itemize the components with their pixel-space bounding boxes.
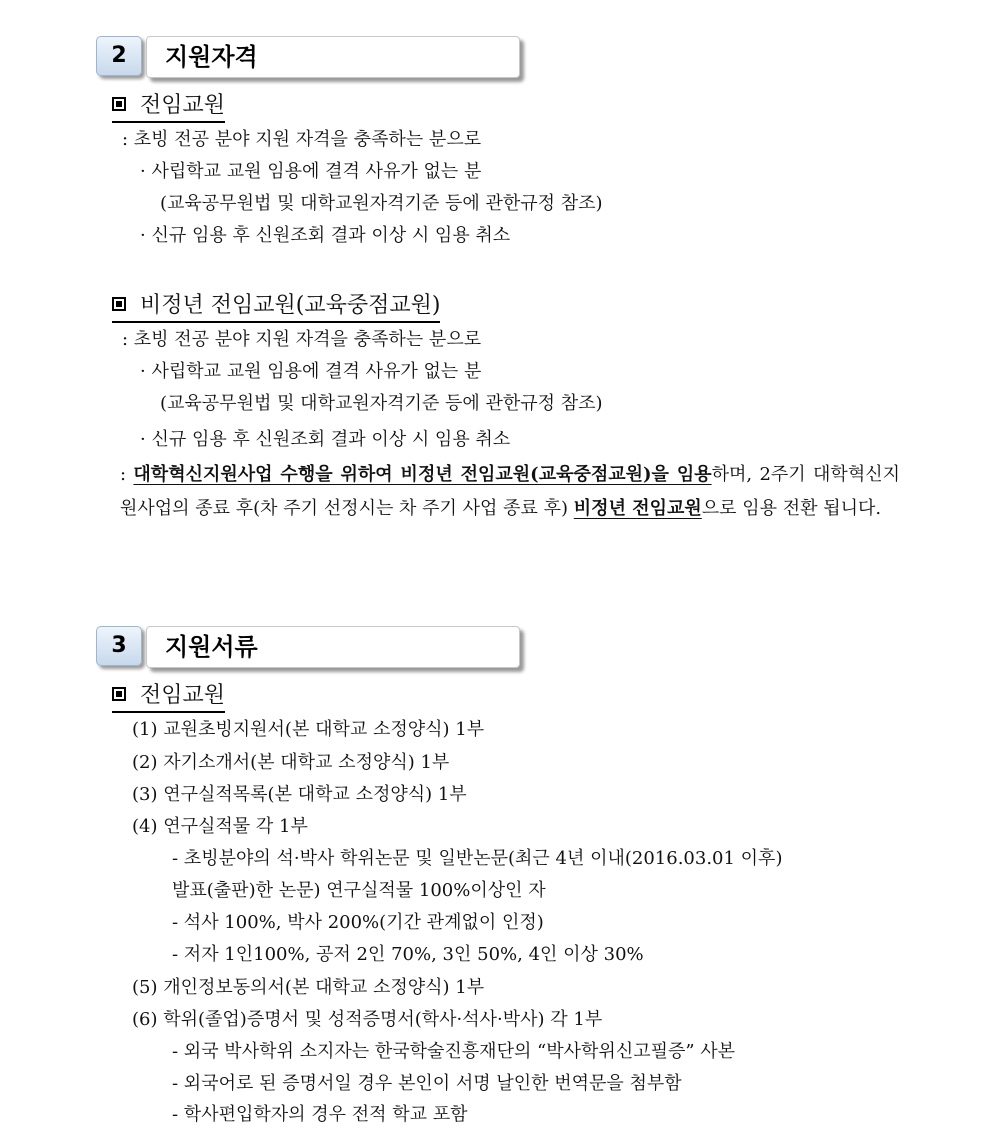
section-3-header — [96, 626, 524, 672]
note-text: 하며, 2주기 대학혁신지원사업의 종료 후(차 주기 선정시는 차 주기 사업 종료 후) — [120, 464, 900, 519]
subheading-label: 전임교원 — [140, 93, 226, 118]
list-item: (5) 개인정보동의서(본 대학교 소정양식) 1부 — [132, 977, 485, 998]
section-title-box — [146, 626, 520, 668]
list-item: (3) 연구실적목록(본 대학교 소정양식) 1부 — [132, 784, 467, 805]
subheading-fulltime-docs — [112, 678, 225, 713]
note-emphasis: 대학혁신지원사업 수행을 위하여 비정년 전임교원(교육중점교원)을 임용 — [133, 464, 712, 485]
text-line: : 초빙 전공 분야 지원 자격을 충족하는 분으로 — [122, 329, 482, 350]
section-number: 3 — [111, 633, 127, 658]
subheading-label: 전임교원 — [140, 683, 226, 708]
list-item: (1) 교원초빙지원서(본 대학교 소정양식) 1부 — [132, 719, 485, 740]
text-line: · 신규 임용 후 신원조회 결과 이상 시 임용 취소 — [140, 429, 511, 450]
section-title: 지원자격 — [165, 43, 258, 71]
list-item: (6) 학위(졸업)증명서 및 성적증명서(학사·석사·박사) 각 1부 — [132, 1009, 603, 1030]
section-number: 2 — [111, 43, 127, 68]
square-bullet-icon — [112, 297, 126, 311]
subheading-label: 비정년 전임교원(교육중점교원) — [140, 293, 441, 318]
text-line: · 사립학교 교원 임용에 결격 사유가 없는 분 — [140, 161, 482, 182]
text-line: : 초빙 전공 분야 지원 자격을 충족하는 분으로 — [122, 129, 482, 150]
subheading-nontenure — [112, 288, 440, 323]
text-line: (교육공무원법 및 대학교원자격기준 등에 관한규정 참조) — [160, 393, 603, 414]
list-item: (2) 자기소개서(본 대학교 소정양식) 1부 — [132, 752, 450, 773]
list-subitem: - 초빙분야의 석·박사 학위논문 및 일반논문(최근 4년 이내(2016.03.01 이후) — [172, 848, 783, 869]
list-subitem: - 외국 박사학위 소지자는 한국학술진흥재단의 “박사학위신고필증” 사본 — [172, 1041, 736, 1062]
list-subitem: - 저자 1인100%, 공저 2인 70%, 3인 50%, 4인 이상 30% — [172, 944, 644, 965]
note-text: 으로 임용 전환 됩니다. — [701, 498, 882, 519]
section-number-badge — [96, 626, 142, 666]
note-prefix: : — [120, 464, 134, 485]
square-bullet-icon — [112, 97, 126, 111]
section-title-box — [146, 36, 520, 78]
subheading-fulltime — [112, 88, 225, 123]
list-subitem: - 외국어로 된 증명서일 경우 본인이 서명 날인한 번역문을 첨부함 — [172, 1073, 682, 1094]
section-number-badge — [96, 36, 142, 76]
text-line: · 사립학교 교원 임용에 결격 사유가 없는 분 — [140, 361, 482, 382]
section-2-header — [96, 36, 524, 82]
list-subitem: - 학사편입학자의 경우 전적 학교 포함 — [172, 1104, 468, 1125]
note-emphasis: 비정년 전임교원 — [573, 498, 702, 519]
conversion-note — [120, 458, 900, 526]
section-title: 지원서류 — [165, 633, 258, 661]
text-line: (교육공무원법 및 대학교원자격기준 등에 관한규정 참조) — [160, 193, 603, 214]
square-bullet-icon — [112, 687, 126, 701]
list-subitem: 발표(출판)한 논문) 연구실적물 100%이상인 자 — [172, 880, 546, 901]
list-subitem: - 석사 100%, 박사 200%(기간 관계없이 인정) — [172, 912, 544, 933]
text-line: · 신규 임용 후 신원조회 결과 이상 시 임용 취소 — [140, 225, 511, 246]
list-item: (4) 연구실적물 각 1부 — [132, 816, 308, 837]
